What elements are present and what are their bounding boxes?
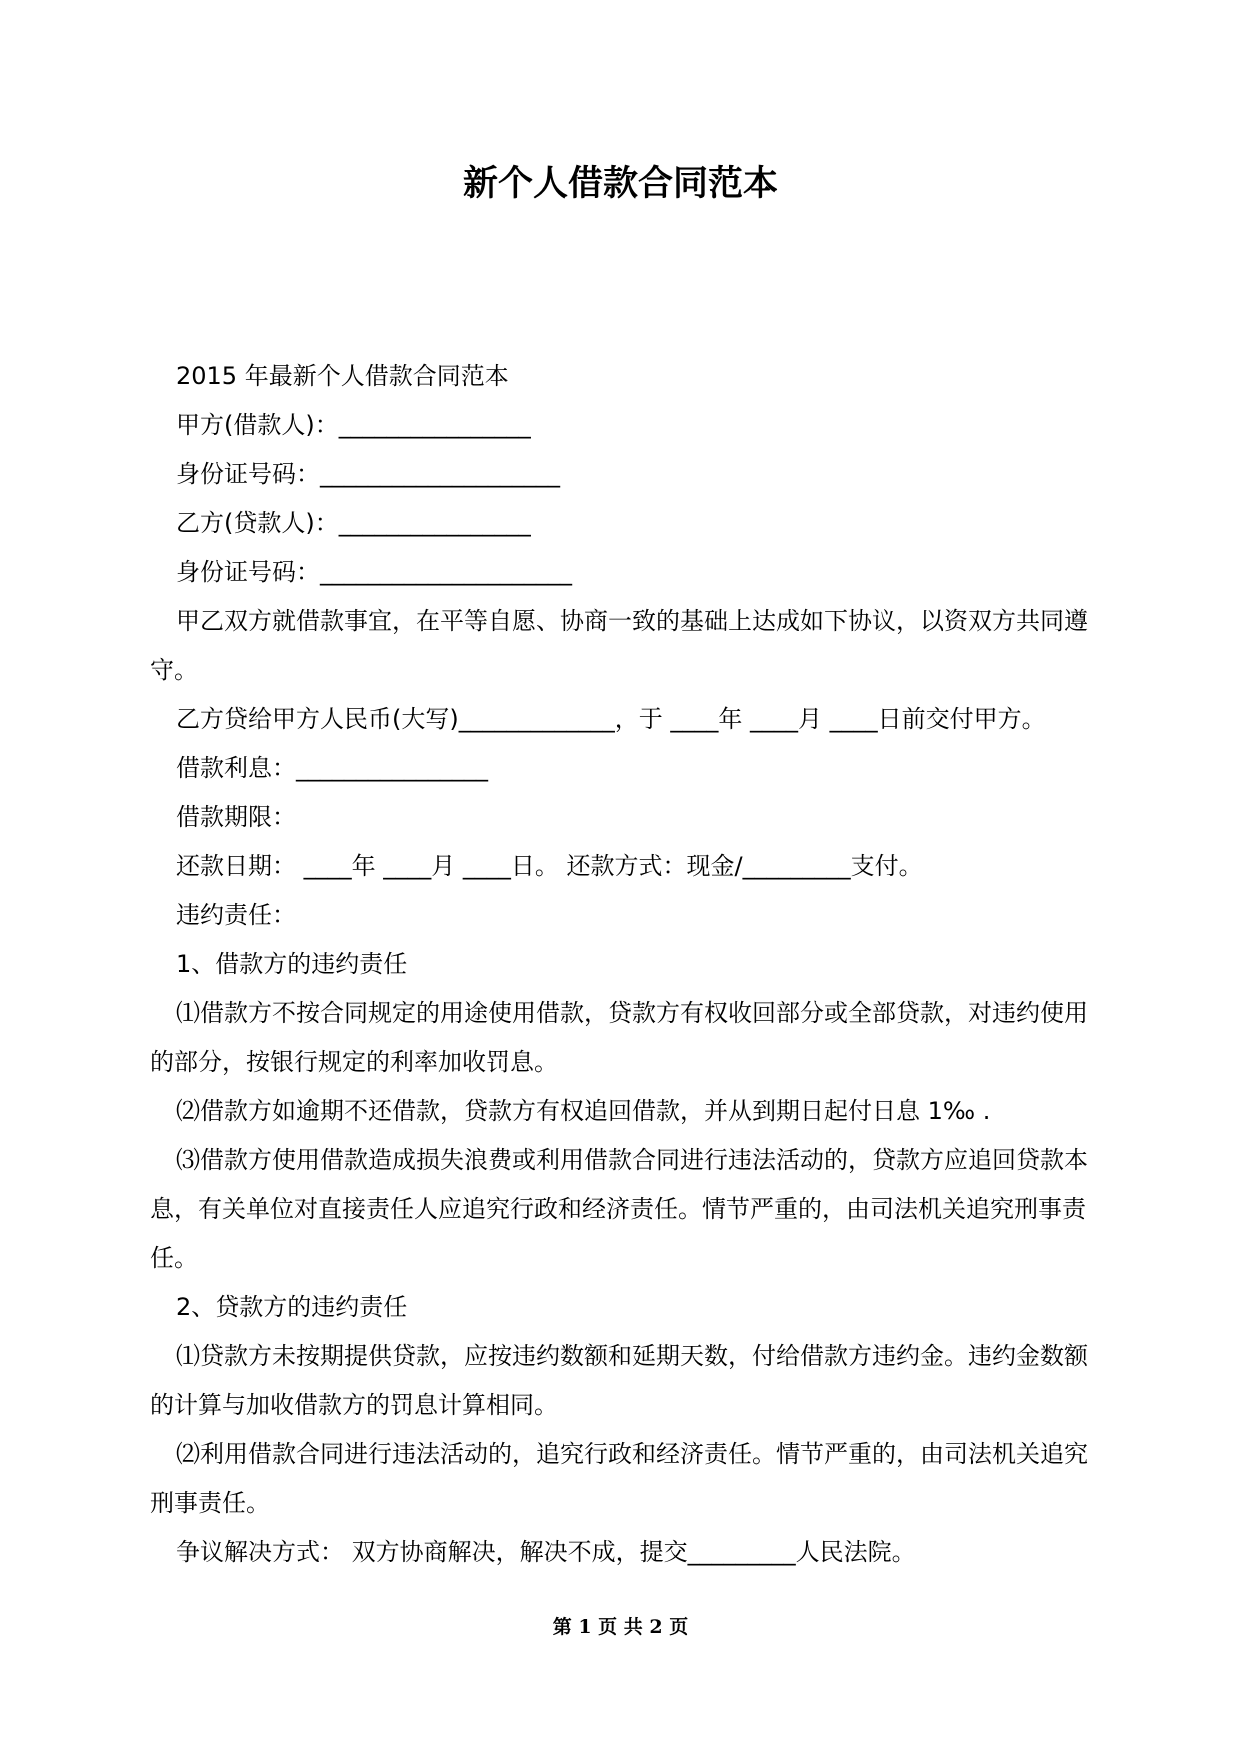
paragraph-term: 借款期限：	[176, 803, 296, 831]
paragraph-agreement-intro: 甲乙双方就借款事宜，在平等自愿、协商一致的基础上达成如下协议，以资双方共同遵守。	[150, 607, 1088, 684]
paragraph-borrower-liability-3: ⑶借款方使用借款造成损失浪费或利用借款合同进行违法活动的，贷款方应追回贷款本息，有关单位对直接责任人应追究行政和经济责任。情节严重的，由司法机关追究刑事责任。	[150, 1146, 1088, 1272]
paragraph-lender-liability-1: ⑴贷款方未按期提供贷款，应按违约数额和延期天数，付给借款方违约金。违约金数额的计算与加收借款方的罚息计算相同。	[150, 1342, 1088, 1419]
paragraph-borrower-id: 身份证号码：____________________	[176, 460, 560, 488]
document-body	[150, 352, 1102, 1577]
paragraph-lender-id: 身份证号码：_____________________	[176, 558, 572, 586]
paragraph-interest: 借款利息：________________	[176, 754, 488, 782]
paragraph-lender: 乙方(贷款人)：________________	[176, 509, 531, 537]
page-footer: 第 1 页 共 2 页	[552, 1616, 689, 1638]
paragraph-borrower: 甲方(借款人)：________________	[176, 411, 531, 439]
paragraph-doc-heading: 2015 年最新个人借款合同范本	[176, 362, 509, 390]
paragraph-borrower-liability-heading: 1、借款方的违约责任	[176, 950, 408, 978]
paragraph-lender-liability-2: ⑵利用借款合同进行违法活动的，追究行政和经济责任。情节严重的，由司法机关追究刑事责任。	[150, 1440, 1088, 1517]
paragraph-repayment: 还款日期： ____年 ____月 ____日。 还款方式：现金/_________支付。	[176, 852, 923, 880]
paragraph-lender-liability-heading: 2、贷款方的违约责任	[176, 1293, 408, 1321]
paragraph-borrower-liability-1: ⑴借款方不按合同规定的用途使用借款，贷款方有权收回部分或全部贷款，对违约使用的部分，按银行规定的利率加收罚息。	[150, 999, 1088, 1076]
document-title: 新个人借款合同范本	[462, 163, 778, 204]
paragraph-borrower-liability-2: ⑵借款方如逾期不还借款，贷款方有权追回借款，并从到期日起付日息 1‰ .	[176, 1097, 991, 1125]
paragraph-loan-amount: 乙方贷给甲方人民币(大写)_____________，于 ____年 ____月 ____日前交付甲方。	[176, 705, 1046, 733]
paragraph-liability-heading: 违约责任：	[176, 901, 296, 929]
paragraph-dispute-resolution: 争议解决方式： 双方协商解决，解决不成，提交_________人民法院。	[176, 1538, 916, 1566]
